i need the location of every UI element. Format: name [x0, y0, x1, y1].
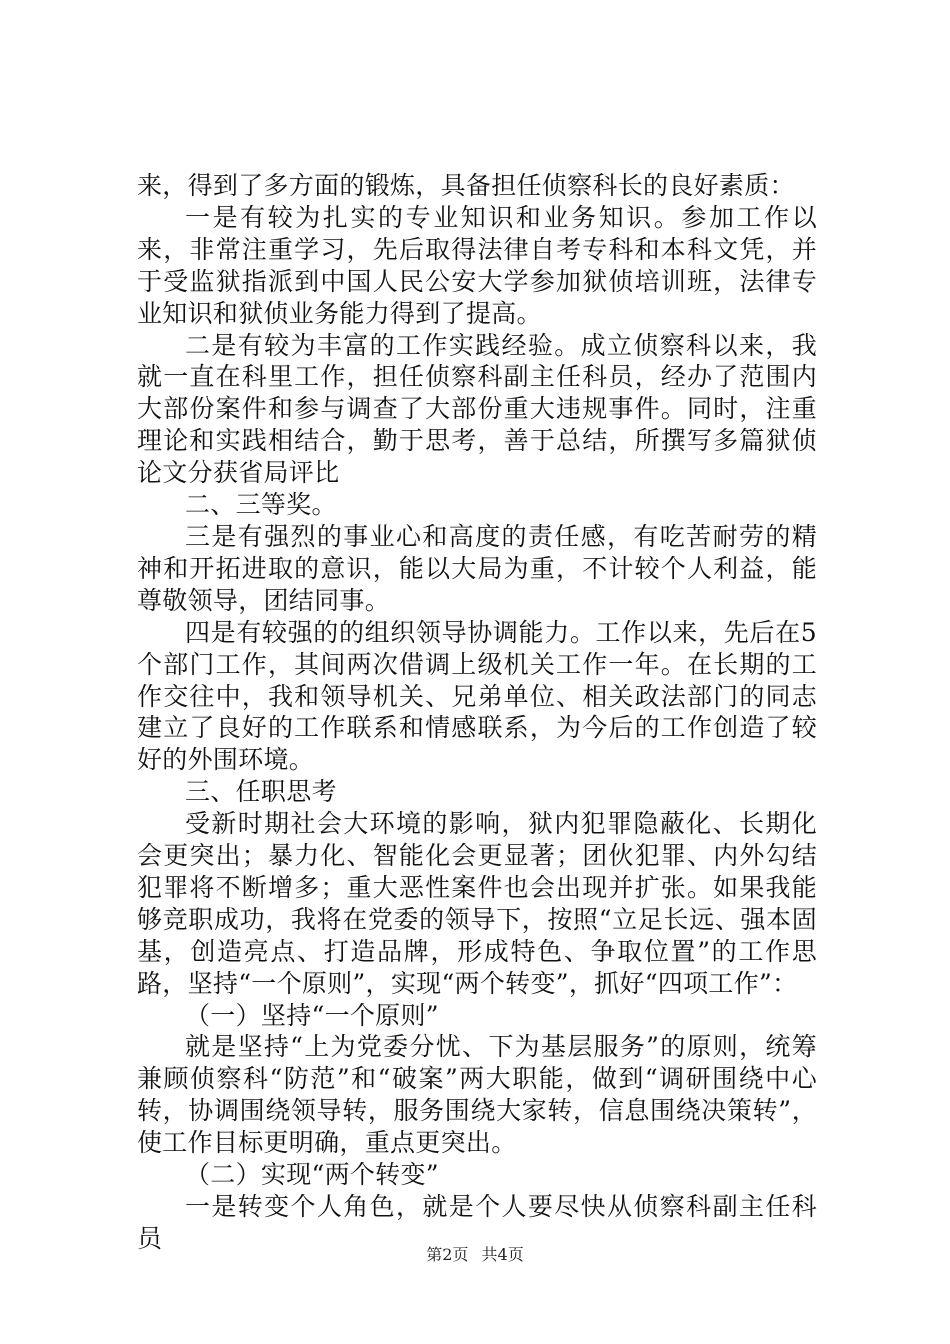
paragraph-5: 三是有强烈的事业心和高度的责任感，有吃苦耐劳的精神和开拓进取的意识，能以大局为重，不计较个人利益，能尊敬领导，团结同事。 — [137, 521, 817, 615]
subheading-2: （二）实现“两个转变” — [185, 1160, 439, 1190]
paragraph-1: 来，得到了多方面的锻炼，具备担任侦察科长的良好素质： — [137, 171, 795, 200]
page-footer — [0, 1245, 950, 1265]
paragraph-4: 二、三等奖。 — [185, 490, 337, 520]
subheading-1: （一）坚持“一个原则” — [185, 1000, 439, 1030]
paragraph-6: 四是有较强的的组织领导协调能力。工作以来，先后在5个部门工作，其间两次借调上级机关工作一年。在长期的工作交往中，我和领导机关、兄弟单位、相关政法部门的同志建立了良好的工作联系和情感联系，为今后的工作创造了较好的外围环境。 — [137, 617, 817, 775]
paragraph-2: 一是有较为扎实的专业知识和业务知识。参加工作以来，非常注重学习，先后取得法律自考专科和本科文凭，并于受监狱指派到中国人民公安大学参加狱侦培训班，法律专业知识和狱侦业务能力得到了提高。 — [137, 202, 817, 328]
page-number: 第2页 — [426, 1245, 469, 1264]
document-body — [137, 170, 817, 1255]
section-heading-3: 三、任职思考 — [185, 777, 337, 807]
paragraph-9: 一是转变个人角色，就是个人要尽快从侦察科副主任科员 — [137, 1192, 817, 1253]
paragraph-3: 二是有较为丰富的工作实践经验。成立侦察科以来，我就一直在科里工作，担任侦察科副主任科员，经办了范围内大部份案件和参与调查了大部份重大违规事件。同时，注重理论和实践相结合，勤于思考，善于总结，所撰写多篇狱侦论文分获省局评比 — [137, 330, 817, 488]
paragraph-7: 受新时期社会大环境的影响，狱内犯罪隐蔽化、长期化会更突出；暴力化、智能化会更显著；团伙犯罪、内外勾结犯罪将不断增多；重大恶性案件也会出现并扩张。如果我能够竞职成功，我将在党委的领导下，按照“立足长远、强本固基，创造亮点、打造品牌，形成特色、争取位置”的工作思路，坚持“一个原则”，实现“两个转变”，抓好“四项工作”： — [137, 809, 817, 998]
page-total: 共4页 — [481, 1245, 524, 1264]
paragraph-8: 就是坚持“上为党委分忧、下为基层服务”的原则，统筹兼顾侦察科“防范”和“破案”两大职能，做到“调研围绕中心转，协调围绕领导转，服务围绕大家转，信息围绕决策转”，使工作目标更明确，重点更突出。 — [137, 1032, 817, 1158]
